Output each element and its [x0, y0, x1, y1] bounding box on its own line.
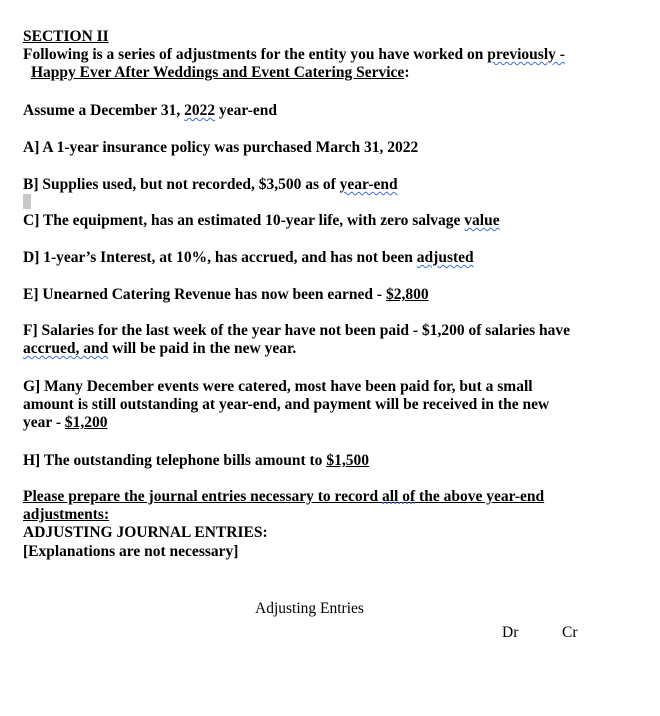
item-f-line-1: F] Salaries for the last week of the year have not been paid - $1,200 of salaries have	[23, 322, 571, 339]
item-g-amount: $1,200	[64, 414, 108, 431]
item-a: A] A 1-year insurance policy was purchased March 31, 2022	[23, 139, 419, 156]
text-cursor-marker	[23, 194, 31, 209]
year-end-pre: Assume a December 31,	[23, 102, 185, 119]
intro-line-2	[31, 64, 409, 82]
instruction-line-1	[23, 488, 544, 506]
item-b-link: year-end	[339, 176, 398, 193]
item-f-link: accrued, and	[23, 340, 109, 357]
column-debit: Dr	[502, 624, 519, 641]
year-end-line	[23, 102, 277, 120]
item-g-line-1: G] Many December events were catered, most have been paid for, but a small	[23, 378, 533, 395]
item-h-amount: $1,500	[326, 452, 369, 469]
item-c-link: value	[464, 212, 500, 229]
instruction-a: Please prepare the journal entries necessary to record	[23, 488, 382, 505]
item-c	[23, 212, 500, 230]
year-end-post: year-end	[215, 102, 277, 119]
item-g-text: year -	[23, 414, 65, 431]
table-title: Adjusting Entries	[255, 600, 364, 617]
item-f-post: will be paid in the new year.	[108, 340, 297, 357]
item-e-text: E] Unearned Catering Revenue has now been earned -	[23, 286, 386, 303]
intro-line-2-end: :	[404, 64, 410, 81]
item-d	[23, 249, 474, 267]
instruction-c: the above year-end	[415, 488, 545, 505]
item-e	[23, 286, 429, 304]
adjusting-heading: ADJUSTING JOURNAL ENTRIES:	[23, 524, 268, 541]
column-credit: Cr	[562, 624, 578, 641]
item-b	[23, 176, 398, 194]
item-g-line-3	[23, 414, 108, 432]
item-c-text: C] The equipment, has an estimated 10-year life, with zero salvage	[23, 212, 465, 229]
intro-line-1	[23, 46, 565, 64]
item-d-link: adjusted	[416, 249, 474, 266]
year-end-year: 2022	[184, 102, 216, 119]
explanation-note: [Explanations are not necessary]	[23, 543, 239, 560]
intro-link-previously: previously -	[487, 46, 565, 63]
section-title: SECTION II	[23, 28, 109, 45]
item-f-line-2	[23, 340, 296, 358]
item-b-text: B] Supplies used, but not recorded, $3,500 as of	[23, 176, 340, 193]
company-name: Happy Ever After Weddings and Event Catering Service	[31, 64, 405, 81]
item-h-text: H] The outstanding telephone bills amount to	[23, 452, 327, 469]
intro-text: Following is a series of adjustments for the entity you have worked on	[23, 46, 488, 63]
instruction-line-2: adjustments:	[23, 506, 110, 523]
item-d-text: D] 1-year’s Interest, at 10%, has accrued, and has not been	[23, 249, 417, 266]
item-e-amount: $2,800	[385, 286, 429, 303]
item-h	[23, 452, 369, 470]
instruction-all-of: all of	[382, 488, 416, 505]
item-g-line-2: amount is still outstanding at year-end, and payment will be received in the new	[23, 396, 550, 413]
